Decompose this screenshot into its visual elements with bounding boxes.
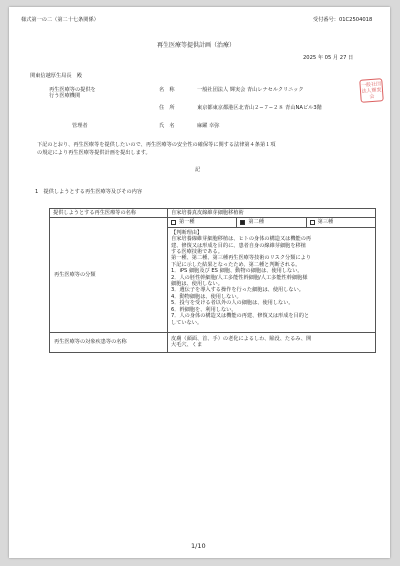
ki-heading: 記: [195, 167, 201, 173]
intro-text: 下記のとおり、再生医療等を提供したいので、再生医療等の安全性の確保等に関する法律第４条第１項 の規定により再生医療等提供計画を提出します。: [37, 142, 276, 156]
table-row: [50, 218, 376, 227]
provider-label: 再生医療等の提供を 行う医療機関: [49, 87, 96, 100]
category-option-1[interactable]: 第一種: [168, 218, 237, 226]
receipt-value: 01C2504018: [338, 17, 373, 23]
manager-name-label: 氏 名: [159, 123, 175, 129]
row-label-name: 提供しようとする再生医療等の名称: [50, 209, 168, 218]
manager-name-value: 麻躍 幸弥: [197, 123, 220, 129]
document-page: [9, 7, 390, 558]
checkbox-icon[interactable]: [310, 220, 315, 225]
section-1-heading: 1 提供しようとする再生医療等及びその内容: [35, 189, 143, 195]
provider-name-label: 名 称: [159, 87, 175, 93]
manager-label: 管理者: [72, 123, 88, 129]
document-title: 再生医療等提供計画（治療）: [157, 42, 236, 49]
document-date: 2025 年 05 月 27 日: [303, 55, 354, 61]
checkbox-icon[interactable]: [171, 220, 176, 225]
category-option-2[interactable]: 第二種: [237, 218, 306, 226]
row-label-target-disease: 再生医療等の対象疾患等の名称: [50, 332, 168, 352]
provision-table: [49, 208, 376, 353]
page-number: 1/10: [191, 542, 206, 550]
classification-reason: 【判断理由】 自家培養線維芽細胞移植は、ヒトの身体の構造又は機能の再 建、修復又は形成を目的に、患者自身の線維芽細胞を移植 する医療技術である。 第一種、第二種、第三種再生医療等技術のリスク分類により 下記に示した結果となったため、第二種と判断される。 1．iPS 細胞及び ES 細胞、動物の細胞は、使用しない。 2．人の胚性幹細胞/人工多能性幹細胞/人工多能性幹細胞様 細胞は、使用しない。 3．遺伝子を導入する操作を行った細胞は、使用しない。 4．動物細胞は、使用しない。 5．投与を受ける者以外の人の細胞は、使用しない。 6．幹細胞を、利用しない。 7．人の身体の構造又は機能の再建、修復又は形成を目的と していない。: [168, 227, 376, 332]
row-value-target-disease: 皮膚（顔面、首、手）の老化によるしわ、陥没、たるみ、開 大毛穴、くま: [168, 332, 376, 352]
provider-address-value: 東京都東京都港区北青山２−７−２８ 青山NAビル3階: [197, 105, 322, 111]
receipt-number: [313, 17, 372, 23]
category-selector: [168, 218, 376, 227]
institution-seal: 一般社団法人輝実会: [359, 78, 384, 103]
category-option-3[interactable]: 第三種: [307, 218, 375, 226]
receipt-label: 受付番号：: [313, 17, 339, 23]
provider-name-value: 一般社団法人 輝実会 青山レナセルクリニック: [197, 87, 304, 93]
checkbox-checked-icon[interactable]: [240, 220, 245, 225]
addressee: 関東信越厚生局長 殿: [30, 73, 82, 79]
table-row: [50, 332, 376, 352]
provider-address-label: 住 所: [159, 105, 175, 111]
form-name: 様式第一の二（第二十七条関係）: [21, 17, 99, 23]
row-label-classification: 再生医療等の分類: [50, 218, 168, 333]
table-row: [50, 209, 376, 218]
row-value-name: 自家培養真皮線維芽細胞移植術: [168, 209, 376, 218]
